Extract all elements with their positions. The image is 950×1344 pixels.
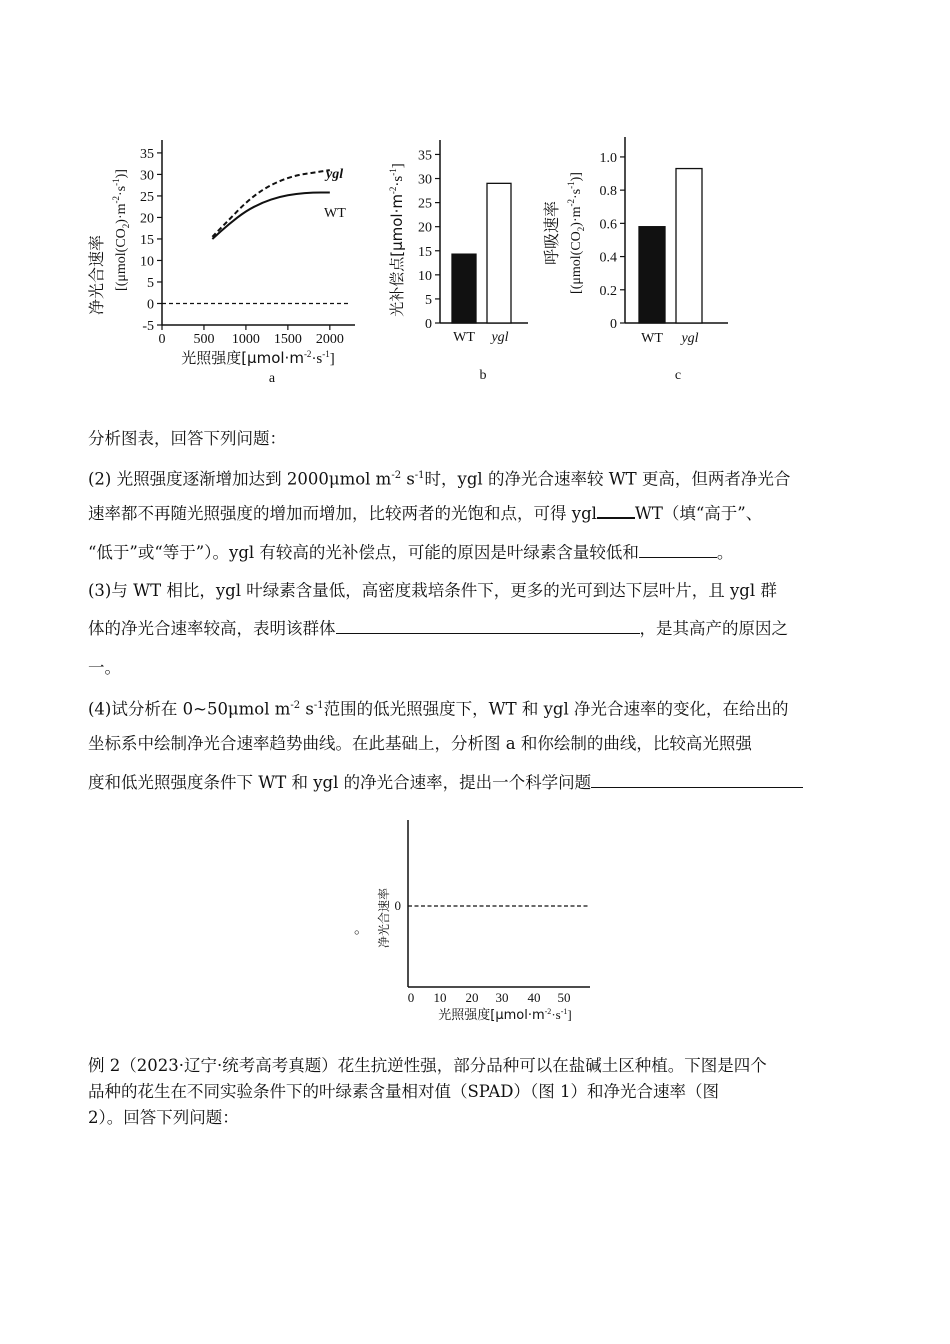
q4-line-2: 坐标系中绘制净光合速率趋势曲线。在此基础上，分析图 a 和你绘制的曲线，比较高光照强 bbox=[88, 734, 752, 753]
q2-line-1: (2) 光照强度逐渐增加达到 2000μmol $m^{-2}$ $s^{-1}$时，ygl 的净光合速率较 WT 更高，但两者净光合 bbox=[88, 469, 791, 489]
fig-a-ytick-label: 0 bbox=[147, 297, 154, 313]
fig-c-ytick-label: 0.2 bbox=[599, 283, 617, 299]
blank-sketch-axes[interactable] bbox=[340, 815, 610, 1030]
figure-b-bar-chart bbox=[388, 140, 528, 383]
fig-a-ytick-label: 5 bbox=[147, 275, 154, 291]
example2-line-3: 2）。回答下列问题： bbox=[88, 1108, 239, 1127]
fig-a-xtick-label: 2000 bbox=[315, 332, 344, 347]
sketch-y-zero-label: 0 bbox=[394, 898, 401, 913]
q4-line-3: 度和低光照强度条件下 WT 和 ygl 的净光合速率，提出一个科学问题 bbox=[88, 772, 878, 794]
fig-c-category-ygl: ygl bbox=[681, 331, 699, 346]
fig-a-ytick-label: 25 bbox=[140, 189, 154, 205]
fig-b-ytick-label: 10 bbox=[418, 268, 432, 284]
fig-b-ytick-label: 30 bbox=[418, 172, 432, 188]
q2-blank-2[interactable] bbox=[639, 543, 717, 558]
fig-a-xlabel: 光照强度$[\mu mol\cdot m^{-2}\cdot s^{-1}]$ bbox=[181, 349, 335, 367]
fig-a-ylabel-1: 净光合速率 bbox=[87, 234, 106, 316]
fig-c-ytick-label: 0.4 bbox=[599, 250, 617, 266]
sketch-xtick-label: 50 bbox=[557, 990, 571, 1005]
q2-line-3: “低于”或“等于”）。ygl 有较高的光补偿点，可能的原因是叶绿素含量较低和 。 bbox=[88, 543, 734, 562]
fig-a-caption: a bbox=[268, 371, 276, 386]
sketch-xtick-label: 20 bbox=[465, 990, 479, 1005]
fig-c-ytick-label: 0.8 bbox=[599, 184, 617, 200]
fig-c-ylabel-2: $[(\mu mol(CO_2)\cdot m^{-2}\cdot s^{-1})]$ bbox=[566, 172, 586, 294]
fig-b-ytick-label: 5 bbox=[425, 292, 432, 308]
q3-line-3: 一。 bbox=[88, 658, 121, 677]
fig-a-ytick-label: -5 bbox=[142, 319, 154, 334]
fig-c-caption: c bbox=[674, 368, 682, 383]
fig-b-ytick-label: 20 bbox=[418, 220, 432, 236]
sketch-xtick-label: 10 bbox=[433, 990, 447, 1005]
fig-b-ytick-label: 35 bbox=[418, 148, 432, 164]
figure-a-line-chart bbox=[87, 140, 355, 386]
figure-group bbox=[80, 125, 760, 390]
fig-c-bar-ygl bbox=[676, 169, 702, 323]
example2-line-2: 品种的花生在不同实验条件下的叶绿素含量相对值（SPAD）（图 1）和净光合速率（图 bbox=[88, 1082, 720, 1101]
fig-b-ytick-label: 25 bbox=[418, 196, 432, 212]
intro-line: 分析图表，回答下列问题： bbox=[88, 429, 286, 448]
sketch-xtick-label: 40 bbox=[527, 990, 541, 1005]
fig-a-xtick-label: 0 bbox=[158, 332, 166, 347]
fig-c-bar-wt bbox=[639, 227, 665, 323]
sketch-xtick-label: 30 bbox=[495, 990, 509, 1005]
q2-blank-1[interactable] bbox=[597, 503, 635, 519]
sketch-period: 。 bbox=[354, 919, 370, 937]
fig-c-ytick-label: 1.0 bbox=[599, 150, 617, 166]
fig-b-ylabel: 光补偿点$[\mu mol\cdot m^{-2}\cdot s^{-1}]$ bbox=[388, 163, 406, 317]
fig-a-legend-ygl: ygl bbox=[326, 167, 344, 182]
fig-a-xtick-label: 500 bbox=[193, 332, 215, 347]
fig-a-ytick-label: 35 bbox=[140, 146, 154, 162]
fig-a-xtick-label: 1500 bbox=[273, 332, 302, 347]
fig-c-ytick-label: 0.6 bbox=[599, 217, 617, 233]
sketch-xtick-label: 0 bbox=[407, 990, 415, 1005]
fig-b-ytick-label: 15 bbox=[418, 244, 432, 260]
fig-a-xtick-label: 1000 bbox=[231, 332, 260, 347]
q4-line-1: (4)试分析在 0~50μmol $m^{-2}$ $s^{-1}$范围的低光照强度下，WT 和 ygl 净光合速率的变化，在给出的 bbox=[88, 699, 789, 719]
fig-b-category-wt: WT bbox=[453, 330, 475, 345]
fig-a-series-wt bbox=[212, 192, 329, 238]
fig-b-caption: b bbox=[479, 368, 487, 383]
fig-c-category-wt: WT bbox=[641, 331, 663, 346]
q3-line-1: (3)与 WT 相比，ygl 叶绿素含量低，高密度栽培条件下，更多的光可到达下层叶片，且 ygl 群 bbox=[88, 581, 777, 600]
fig-a-series-ygl bbox=[212, 170, 329, 237]
fig-b-category-ygl: ygl bbox=[491, 330, 509, 345]
fig-a-ytick-label: 15 bbox=[140, 232, 154, 248]
fig-a-ytick-label: 10 bbox=[140, 254, 154, 270]
q3-line-2: 体的净光合速率较高，表明该群体 ，是其高产的原因之 bbox=[88, 619, 788, 638]
fig-a-ylabel-2: $[(\mu mol(CO_2)\cdot m^{-2}\cdot s^{-1})]$ bbox=[111, 169, 131, 291]
fig-a-ytick-label: 30 bbox=[140, 168, 154, 184]
fig-b-bar-ygl bbox=[487, 183, 511, 323]
sketch-xlabel: 光照强度$[\mu mol\cdot m^{-2}\cdot s^{-1}]$ bbox=[438, 1007, 572, 1023]
fig-b-bar-wt bbox=[452, 254, 476, 323]
q3-blank[interactable] bbox=[336, 619, 640, 634]
fig-c-ylabel-1: 呼吸速率 bbox=[542, 200, 561, 266]
fig-b-ytick-label: 0 bbox=[425, 317, 432, 332]
q2-line-2: 速率都不再随光照强度的增加而增加，比较两者的光饱和点，可得 ygl WT（填“高于”、 bbox=[88, 504, 763, 523]
figure-c-bar-chart bbox=[542, 137, 728, 383]
fig-a-ytick-label: 20 bbox=[140, 211, 154, 227]
fig-a-legend-wt: WT bbox=[324, 206, 346, 221]
q4-blank[interactable] bbox=[591, 773, 803, 788]
sketch-ylabel: 净光合速率 bbox=[377, 887, 391, 949]
fig-c-ytick-label: 0 bbox=[610, 317, 617, 332]
example2-line-1: 例 2（2023·辽宁·统考高考真题）花生抗逆性强，部分品种可以在盐碱土区种植。下图是四个 bbox=[88, 1056, 767, 1075]
